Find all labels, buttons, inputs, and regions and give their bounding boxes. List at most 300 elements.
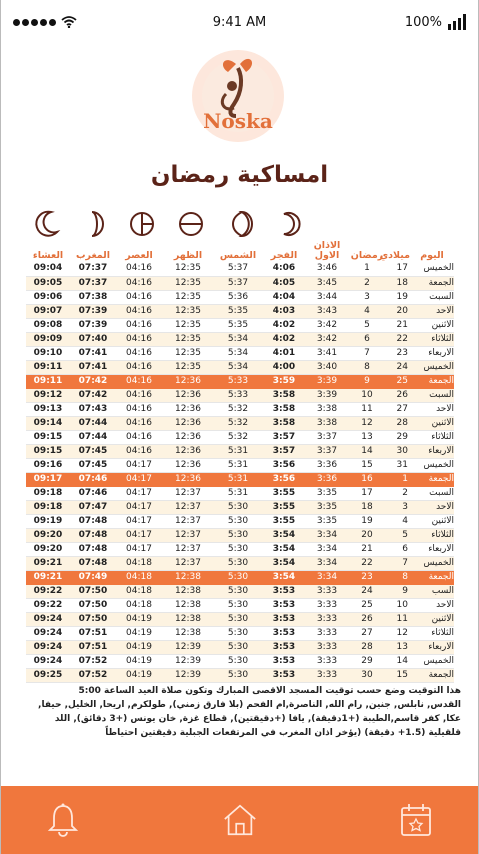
cell-shams: 5:37 (214, 276, 262, 290)
cell-day: السبت (410, 388, 454, 402)
cell-adhan-first: 3:36 (306, 472, 348, 486)
cell-day: الثلاثاء (410, 626, 454, 640)
cell-ramadan: 27 (348, 626, 386, 640)
cell-asr: 04:17 (116, 486, 162, 500)
cell-ramadan: 5 (348, 318, 386, 332)
cell-shams: 5:33 (214, 374, 262, 388)
cell-day: الاثنين (410, 318, 454, 332)
cell-maghrib: 07:51 (70, 640, 116, 654)
cell-fajr: 3:56 (262, 458, 306, 472)
cell-fajr: 3:55 (262, 514, 306, 528)
table-row (26, 668, 454, 682)
cell-dhuhr: 12:39 (162, 654, 214, 668)
cell-isha: 09:15 (26, 444, 70, 458)
cell-shams: 5:36 (214, 290, 262, 304)
cell-asr: 04:16 (116, 290, 162, 304)
cell-fajr: 3:54 (262, 528, 306, 542)
cell-gregorian: 28 (386, 416, 410, 430)
table-row (26, 472, 454, 486)
cell-asr: 04:16 (116, 402, 162, 416)
cell-shams: 5:31 (214, 444, 262, 458)
cell-dhuhr: 12:35 (162, 262, 214, 276)
cell-dhuhr: 12:35 (162, 304, 214, 318)
cell-maghrib: 07:37 (70, 276, 116, 290)
status-bar (1, 0, 478, 44)
cell-adhan-first: 3:39 (306, 374, 348, 388)
cell-shams: 5:35 (214, 318, 262, 332)
cell-asr: 04:19 (116, 612, 162, 626)
cell-asr: 04:17 (116, 472, 162, 486)
cell-adhan-first: 3:35 (306, 486, 348, 500)
cell-dhuhr: 12:36 (162, 402, 214, 416)
cell-shams: 5:31 (214, 472, 262, 486)
col-adhan-first: الاذان الاول (313, 240, 341, 261)
cell-maghrib: 07:41 (70, 346, 116, 360)
cell-adhan-first: 3:35 (306, 500, 348, 514)
cell-asr: 04:16 (116, 276, 162, 290)
table-row (26, 528, 454, 542)
cell-day: الاحد (410, 598, 454, 612)
cell-day: الاحد (410, 500, 454, 514)
cell-adhan-first: 3:33 (306, 598, 348, 612)
cell-adhan-first: 3:39 (306, 388, 348, 402)
cell-dhuhr: 12:35 (162, 290, 214, 304)
cell-shams: 5:33 (214, 388, 262, 402)
cell-ramadan: 22 (348, 556, 386, 570)
cell-isha: 09:05 (26, 276, 70, 290)
cell-dhuhr: 12:39 (162, 640, 214, 654)
cell-dhuhr: 12:38 (162, 584, 214, 598)
col-dhuhr: الظهر (173, 250, 203, 261)
cell-maghrib: 07:40 (70, 332, 116, 346)
col-asr: العصر (125, 250, 153, 261)
col-fajr: الفجر (270, 250, 298, 261)
cell-fajr: 4:03 (262, 304, 306, 318)
cell-asr: 04:16 (116, 360, 162, 374)
cell-fajr: 4:04 (262, 290, 306, 304)
cell-ramadan: 30 (348, 668, 386, 682)
table-row (26, 486, 454, 500)
cell-adhan-first: 3:42 (306, 332, 348, 346)
cell-maghrib: 07:45 (70, 444, 116, 458)
cell-fajr: 3:53 (262, 626, 306, 640)
cell-adhan-first: 3:38 (306, 416, 348, 430)
cell-fajr: 4:02 (262, 318, 306, 332)
cell-gregorian: 6 (386, 542, 410, 556)
cell-dhuhr: 12:35 (162, 276, 214, 290)
cell-gregorian: 19 (386, 290, 410, 304)
table-row (26, 640, 454, 654)
table-row (26, 598, 454, 612)
cell-fajr: 3:53 (262, 654, 306, 668)
cell-maghrib: 07:50 (70, 598, 116, 612)
cell-isha: 09:19 (26, 514, 70, 528)
cell-dhuhr: 12:36 (162, 416, 214, 430)
cell-gregorian: 18 (386, 276, 410, 290)
cell-adhan-first: 3:34 (306, 542, 348, 556)
cell-gregorian: 17 (386, 262, 410, 276)
cell-ramadan: 21 (348, 542, 386, 556)
cell-asr: 04:16 (116, 318, 162, 332)
cell-ramadan: 25 (348, 598, 386, 612)
cell-adhan-first: 3:33 (306, 640, 348, 654)
cell-day: الاربعاء (410, 640, 454, 654)
cell-asr: 04:16 (116, 430, 162, 444)
cell-dhuhr: 12:38 (162, 612, 214, 626)
cell-dhuhr: 12:37 (162, 556, 214, 570)
cell-shams: 5:30 (214, 626, 262, 640)
table-row (26, 402, 454, 416)
cell-day: الثلاثاء (410, 528, 454, 542)
table-row (26, 612, 454, 626)
cell-fajr: 3:54 (262, 542, 306, 556)
cell-isha: 09:20 (26, 542, 70, 556)
cell-dhuhr: 12:36 (162, 458, 214, 472)
cell-gregorian: 9 (386, 584, 410, 598)
cell-adhan-first: 3:44 (306, 290, 348, 304)
table-row (26, 360, 454, 374)
table-row (26, 304, 454, 318)
table-row (26, 458, 454, 472)
cell-isha: 09:25 (26, 668, 70, 682)
cell-fajr: 4:05 (262, 276, 306, 290)
cell-gregorian: 23 (386, 346, 410, 360)
cell-day: الخميس (410, 556, 454, 570)
cell-day: الثلاثاء (410, 430, 454, 444)
cell-asr: 04:17 (116, 528, 162, 542)
cell-gregorian: 7 (386, 556, 410, 570)
table-row (26, 626, 454, 640)
cell-dhuhr: 12:37 (162, 486, 214, 500)
cell-ramadan: 18 (348, 500, 386, 514)
cell-maghrib: 07:45 (70, 458, 116, 472)
table-row (26, 276, 454, 290)
cell-isha: 09:24 (26, 626, 70, 640)
cell-asr: 04:18 (116, 598, 162, 612)
cell-maghrib: 07:43 (70, 402, 116, 416)
cell-asr: 04:19 (116, 626, 162, 640)
cell-isha: 09:24 (26, 612, 70, 626)
cell-ramadan: 11 (348, 402, 386, 416)
cell-maghrib: 07:41 (70, 360, 116, 374)
signal-indicator (13, 16, 133, 28)
cell-fajr: 3:55 (262, 500, 306, 514)
cell-day: الجمعة (410, 570, 454, 584)
cell-isha: 09:04 (26, 262, 70, 276)
note-line-4: قلقيلية (1.5+ دقيقة) (يؤخر اذان المغرب في المرتفعات الجبلية دقيقتين احتياطاً (105, 728, 461, 738)
table-row (26, 290, 454, 304)
cell-ramadan: 3 (348, 290, 386, 304)
cell-fajr: 3:58 (262, 416, 306, 430)
nav-notifications-button[interactable] (45, 800, 81, 840)
cell-day: الجمعة (410, 472, 454, 486)
cell-adhan-first: 3:35 (306, 514, 348, 528)
cell-shams: 5:30 (214, 612, 262, 626)
cell-shams: 5:30 (214, 654, 262, 668)
cell-maghrib: 07:39 (70, 318, 116, 332)
cell-gregorian: 22 (386, 332, 410, 346)
cell-adhan-first: 3:43 (306, 304, 348, 318)
cell-ramadan: 14 (348, 444, 386, 458)
cell-gregorian: 2 (386, 486, 410, 500)
cell-fajr: 3:53 (262, 668, 306, 682)
cell-ramadan: 26 (348, 612, 386, 626)
cell-ramadan: 8 (348, 360, 386, 374)
cell-fajr: 3:56 (262, 472, 306, 486)
cell-ramadan: 13 (348, 430, 386, 444)
cell-day: السبت (410, 486, 454, 500)
cell-gregorian: 13 (386, 640, 410, 654)
cell-isha: 09:21 (26, 570, 70, 584)
cell-dhuhr: 12:38 (162, 626, 214, 640)
cell-isha: 09:11 (26, 360, 70, 374)
table-row (26, 262, 454, 276)
cell-shams: 5:32 (214, 416, 262, 430)
cell-dhuhr: 12:36 (162, 374, 214, 388)
cell-maghrib: 07:50 (70, 612, 116, 626)
cell-isha: 09:11 (26, 374, 70, 388)
cell-adhan-first: 3:42 (306, 318, 348, 332)
cell-adhan-first: 3:38 (306, 402, 348, 416)
cell-shams: 5:32 (214, 402, 262, 416)
table-row (26, 416, 454, 430)
cell-fajr: 3:53 (262, 598, 306, 612)
cell-dhuhr: 12:38 (162, 570, 214, 584)
cell-maghrib: 07:44 (70, 430, 116, 444)
cell-dhuhr: 12:38 (162, 598, 214, 612)
cell-fajr: 3:53 (262, 640, 306, 654)
cell-dhuhr: 12:35 (162, 332, 214, 346)
cell-asr: 04:16 (116, 416, 162, 430)
col-gregorian: ميلادي (379, 250, 410, 261)
cell-shams: 5:34 (214, 346, 262, 360)
cell-maghrib: 07:38 (70, 290, 116, 304)
cell-isha: 09:22 (26, 598, 70, 612)
cell-shams: 5:30 (214, 556, 262, 570)
cell-adhan-first: 3:46 (306, 262, 348, 276)
cell-fajr: 3:57 (262, 430, 306, 444)
cell-ramadan: 15 (348, 458, 386, 472)
signal-bars-icon (448, 14, 466, 30)
cell-day: السب (410, 584, 454, 598)
cell-asr: 04:18 (116, 556, 162, 570)
cell-isha: 09:14 (26, 416, 70, 430)
cell-day: الجمعة (410, 374, 454, 388)
cell-day: الاحد (410, 304, 454, 318)
cell-adhan-first: 3:34 (306, 528, 348, 542)
cell-shams: 5:35 (214, 304, 262, 318)
cell-dhuhr: 12:39 (162, 668, 214, 682)
cell-fajr: 4:02 (262, 332, 306, 346)
nav-home-button[interactable] (222, 800, 258, 840)
cell-day: الاربعاء (410, 542, 454, 556)
cell-fajr: 4:01 (262, 346, 306, 360)
cell-shams: 5:30 (214, 668, 262, 682)
cell-dhuhr: 12:35 (162, 360, 214, 374)
cell-maghrib: 07:52 (70, 668, 116, 682)
cell-ramadan: 4 (348, 304, 386, 318)
cell-maghrib: 07:44 (70, 416, 116, 430)
cell-maghrib: 07:48 (70, 556, 116, 570)
cell-gregorian: 20 (386, 304, 410, 318)
cell-maghrib: 07:48 (70, 514, 116, 528)
cell-dhuhr: 12:36 (162, 388, 214, 402)
cell-isha: 09:08 (26, 318, 70, 332)
cell-shams: 5:30 (214, 514, 262, 528)
cell-adhan-first: 3:34 (306, 556, 348, 570)
cell-maghrib: 07:46 (70, 486, 116, 500)
table-body (26, 262, 454, 682)
cell-asr: 04:16 (116, 332, 162, 346)
wifi-icon (61, 16, 77, 28)
cell-adhan-first: 3:37 (306, 430, 348, 444)
cell-day: السبت (410, 290, 454, 304)
cell-day: الثلاثاء (410, 332, 454, 346)
cell-maghrib: 07:47 (70, 500, 116, 514)
cell-asr: 04:16 (116, 346, 162, 360)
cell-shams: 5:30 (214, 500, 262, 514)
cell-adhan-first: 3:33 (306, 584, 348, 598)
cell-ramadan: 2 (348, 276, 386, 290)
cell-isha: 09:12 (26, 388, 70, 402)
table-row (26, 556, 454, 570)
cell-gregorian: 4 (386, 514, 410, 528)
cell-asr: 04:19 (116, 668, 162, 682)
cell-fajr: 3:55 (262, 486, 306, 500)
cell-shams: 5:30 (214, 584, 262, 598)
cell-fajr: 3:53 (262, 584, 306, 598)
cell-ramadan: 7 (348, 346, 386, 360)
cell-maghrib: 07:37 (70, 262, 116, 276)
cell-gregorian: 25 (386, 374, 410, 388)
cell-day: الاثنين (410, 612, 454, 626)
cell-adhan-first: 3:33 (306, 654, 348, 668)
cell-fajr: 3:57 (262, 444, 306, 458)
cell-day: الاربعاء (410, 346, 454, 360)
cell-ramadan: 24 (348, 584, 386, 598)
cell-asr: 04:19 (116, 640, 162, 654)
cell-ramadan: 28 (348, 640, 386, 654)
cell-isha: 09:18 (26, 500, 70, 514)
cell-maghrib: 07:46 (70, 472, 116, 486)
cell-asr: 04:17 (116, 542, 162, 556)
battery-indicator (346, 14, 466, 30)
table-row (26, 388, 454, 402)
footnote (21, 684, 461, 740)
cell-gregorian: 11 (386, 612, 410, 626)
cell-day: الاربعاء (410, 444, 454, 458)
cell-gregorian: 30 (386, 444, 410, 458)
table-row (26, 570, 454, 584)
status-time: 9:41 AM (212, 14, 267, 30)
cell-maghrib: 07:42 (70, 388, 116, 402)
cell-ramadan: 19 (348, 514, 386, 528)
cell-shams: 5:30 (214, 570, 262, 584)
cell-day: الاثنين (410, 416, 454, 430)
cell-ramadan: 29 (348, 654, 386, 668)
cell-day: الاحد (410, 402, 454, 416)
col-isha: العشاء (32, 250, 64, 261)
cell-fajr: 4:00 (262, 360, 306, 374)
cell-fajr: 3:58 (262, 388, 306, 402)
cell-shams: 5:30 (214, 528, 262, 542)
cell-adhan-first: 3:37 (306, 444, 348, 458)
cell-day: الخميس (410, 360, 454, 374)
cell-isha: 09:06 (26, 290, 70, 304)
calendar-icon (399, 802, 433, 838)
table-row (26, 374, 454, 388)
cell-shams: 5:31 (214, 486, 262, 500)
cell-gregorian: 29 (386, 430, 410, 444)
cell-dhuhr: 12:36 (162, 444, 214, 458)
cell-ramadan: 12 (348, 416, 386, 430)
nav-calendar-button[interactable] (398, 800, 434, 840)
cell-adhan-first: 3:36 (306, 458, 348, 472)
cell-dhuhr: 12:35 (162, 318, 214, 332)
cell-maghrib: 07:39 (70, 304, 116, 318)
cell-day: الاثنين (410, 514, 454, 528)
cell-isha: 09:07 (26, 304, 70, 318)
cell-adhan-first: 3:33 (306, 612, 348, 626)
col-maghrib: المغرب (75, 250, 110, 261)
cell-day: الجمعة (410, 276, 454, 290)
bell-icon (47, 802, 79, 838)
cell-gregorian: 21 (386, 318, 410, 332)
cell-dhuhr: 12:37 (162, 528, 214, 542)
cell-isha: 09:17 (26, 472, 70, 486)
cell-maghrib: 07:49 (70, 570, 116, 584)
cell-isha: 09:15 (26, 430, 70, 444)
cell-shams: 5:30 (214, 640, 262, 654)
cell-isha: 09:21 (26, 556, 70, 570)
cell-dhuhr: 12:35 (162, 346, 214, 360)
cell-gregorian: 8 (386, 570, 410, 584)
cell-isha: 09:24 (26, 640, 70, 654)
cell-dhuhr: 12:36 (162, 472, 214, 486)
cell-adhan-first: 3:40 (306, 360, 348, 374)
table-row (26, 346, 454, 360)
cell-isha: 09:20 (26, 528, 70, 542)
cell-gregorian: 12 (386, 626, 410, 640)
col-shams: الشمس (219, 250, 257, 261)
cell-gregorian: 1 (386, 472, 410, 486)
cell-asr: 04:18 (116, 584, 162, 598)
cell-shams: 5:34 (214, 332, 262, 346)
cell-maghrib: 07:51 (70, 626, 116, 640)
cell-maghrib: 07:48 (70, 542, 116, 556)
logo-text: Noska (203, 109, 273, 133)
signal-dots-icon (13, 19, 56, 26)
cell-gregorian: 5 (386, 528, 410, 542)
cell-day: الخميس (410, 458, 454, 472)
cell-shams: 5:30 (214, 598, 262, 612)
cell-asr: 04:16 (116, 304, 162, 318)
cell-gregorian: 14 (386, 654, 410, 668)
table-row (26, 318, 454, 332)
battery-percent: 100% (404, 14, 442, 30)
table-row (26, 542, 454, 556)
cell-gregorian: 26 (386, 388, 410, 402)
col-day: اليوم (420, 250, 444, 261)
cell-dhuhr: 12:37 (162, 542, 214, 556)
cell-maghrib: 07:42 (70, 374, 116, 388)
cell-shams: 5:37 (214, 262, 262, 276)
home-icon (222, 802, 258, 838)
cell-isha: 09:24 (26, 654, 70, 668)
cell-gregorian: 3 (386, 500, 410, 514)
cell-ramadan: 16 (348, 472, 386, 486)
cell-adhan-first: 3:33 (306, 626, 348, 640)
